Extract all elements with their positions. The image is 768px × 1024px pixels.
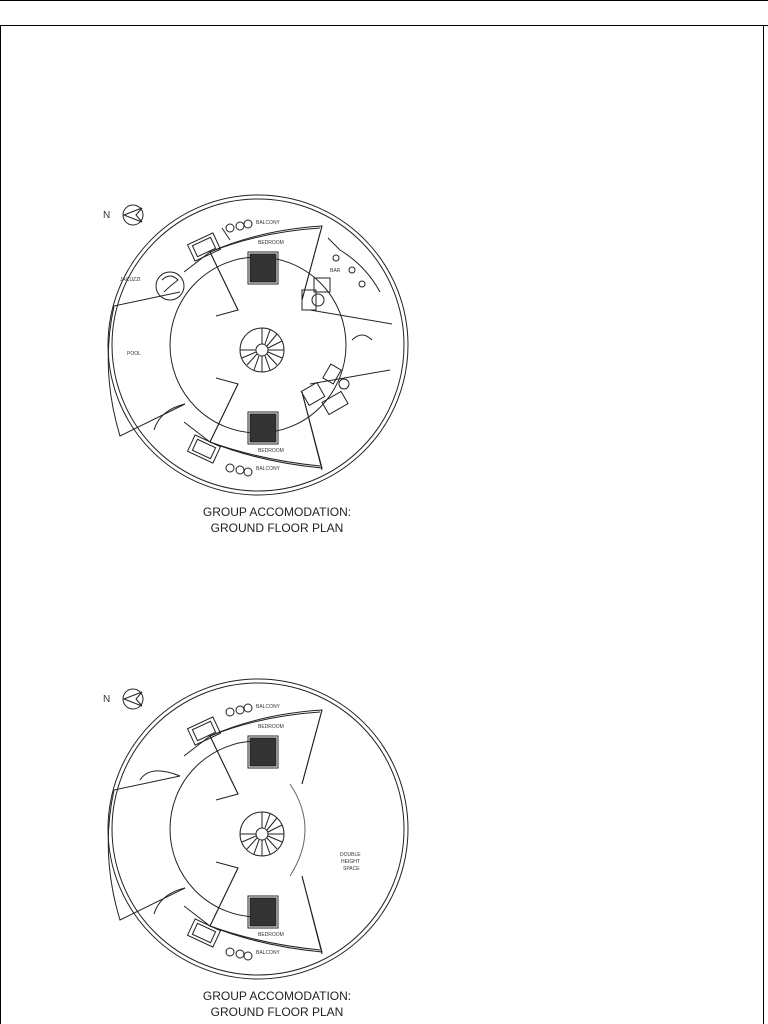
- north-label: N: [103, 210, 111, 221]
- floor-plan-1: [90, 200, 430, 500]
- label-balcony-top: BALCONY: [256, 220, 280, 226]
- plan-2-caption-line-2: GROUND FLOOR PLAN: [210, 1005, 344, 1019]
- label-bedroom-top: BEDROOM: [258, 240, 284, 246]
- label-double: DOUBLE: [340, 852, 361, 858]
- plan-2-caption-line-1: GROUP ACCOMODATION:: [202, 989, 352, 1003]
- floor-plan-2: [90, 684, 430, 984]
- label-bar: BAR: [330, 268, 341, 274]
- floor-plan-1-drawing: [90, 200, 430, 500]
- plan-1-caption-line-1: GROUP ACCOMODATION:: [202, 505, 352, 519]
- label-bedroom-top: BEDROOM: [258, 724, 284, 730]
- plan-1-caption: [170, 504, 384, 536]
- label-height: HEIGHT: [341, 859, 360, 865]
- label-bedroom-bottom: BEDROOM: [258, 932, 284, 938]
- label-balcony-bottom: BALCONY: [256, 950, 280, 956]
- plan-1-caption-line-2: GROUND FLOOR PLAN: [210, 521, 344, 535]
- label-jacuzzi: JACUZZI: [120, 277, 141, 283]
- label-space: SPACE: [343, 866, 360, 872]
- label-bedroom-bottom: BEDROOM: [258, 448, 284, 454]
- label-balcony-bottom: BALCONY: [256, 466, 280, 472]
- pool-area: [108, 292, 185, 436]
- central-hall: [170, 741, 258, 917]
- plan-2-caption: [170, 988, 384, 1020]
- title-bar: [0, 0, 768, 26]
- floor-plan-2-drawing: [90, 684, 430, 984]
- north-label: N: [103, 694, 111, 705]
- label-pool: POOL: [127, 351, 141, 357]
- label-balcony-top: BALCONY: [256, 704, 280, 710]
